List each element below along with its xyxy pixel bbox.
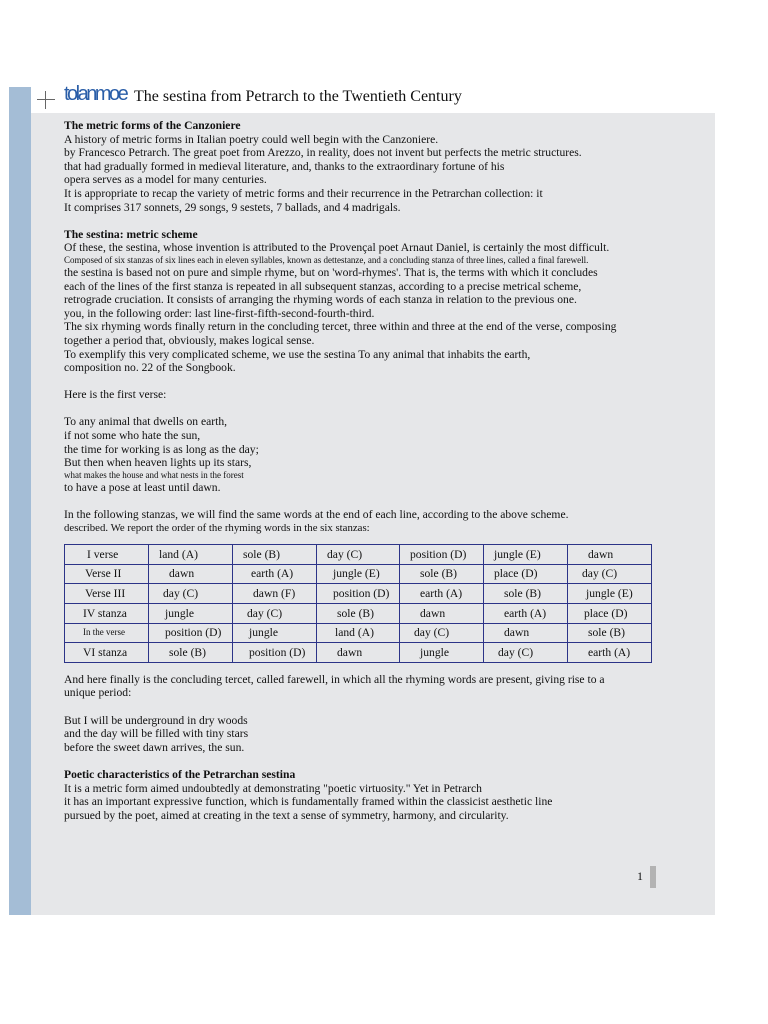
table-cell: position (D) bbox=[149, 623, 233, 643]
table-cell: day (C) bbox=[484, 643, 568, 663]
verse-line: to have a pose at least until dawn. bbox=[64, 480, 221, 494]
paragraph-line: To exemplify this very complicated scheme, we use the sestina To any animal that inhabits the earth, bbox=[64, 347, 531, 361]
table-cell: jungle bbox=[149, 604, 233, 624]
table-cell: I verse bbox=[65, 545, 149, 565]
verse-line: But then when heaven lights up its stars, bbox=[64, 456, 252, 470]
table-row bbox=[65, 623, 652, 643]
table-cell: land (A) bbox=[149, 545, 233, 565]
table-cell: dawn bbox=[400, 604, 484, 624]
section-heading: Poetic characteristics of the Petrarchan sestina bbox=[64, 767, 296, 781]
table-cell: day (C) bbox=[233, 604, 317, 624]
page-title: The sestina from Petrarch to the Twentieth Century bbox=[134, 88, 462, 105]
paragraph-line: pursued by the poet, aimed at creating in the text a sense of symmetry, harmony, and circularity. bbox=[64, 808, 509, 822]
paragraph-line: retrograde cruciation. It consists of arranging the rhyming words of each stanza in relation to the previous one. bbox=[64, 293, 577, 307]
paragraph-line: In the following stanzas, we will find the same words at the end of each line, according to the above scheme. bbox=[64, 508, 569, 522]
table-row bbox=[65, 584, 652, 604]
table-cell: jungle bbox=[400, 643, 484, 663]
paragraph-line: composition no. 22 of the Songbook. bbox=[64, 361, 236, 375]
table-cell: dawn bbox=[317, 643, 400, 663]
paragraph-line: together a period that, obviously, makes logical sense. bbox=[64, 333, 315, 347]
paragraph-line: opera serves as a model for many centuries. bbox=[64, 173, 267, 187]
verse-line: and the day will be filled with tiny stars bbox=[64, 727, 249, 741]
paragraph-line: it has an important expressive function, which is fundamentally framed within the classicist aesthetic line bbox=[64, 795, 553, 809]
paragraph-line: The six rhyming words finally return in the concluding tercet, three within and three at the end of the verse, composing bbox=[64, 320, 617, 334]
verse-line: before the sweet dawn arrives, the sun. bbox=[64, 740, 245, 754]
paragraph-line: that had gradually formed in medieval literature, and, thanks to the extraordinary fortune of his bbox=[64, 159, 505, 173]
table-row bbox=[65, 643, 652, 663]
paragraph-line: It comprises 317 sonnets, 29 songs, 9 sestets, 7 ballads, and 4 madrigals. bbox=[64, 200, 401, 214]
table-cell: earth (A) bbox=[400, 584, 484, 604]
paragraph-line: by Francesco Petrarch. The great poet from Arezzo, in reality, does not invent but perfects the metric structures. bbox=[64, 146, 582, 160]
move-handle-icon[interactable] bbox=[37, 91, 55, 109]
paragraph-line: Here is the first verse: bbox=[64, 388, 167, 402]
paragraph-line: you, in the following order: last line-first-fifth-second-fourth-third. bbox=[64, 306, 375, 320]
table-cell: position (D) bbox=[400, 545, 484, 565]
table-cell: sole (B) bbox=[484, 584, 568, 604]
table-row bbox=[65, 604, 652, 624]
table-cell: sole (B) bbox=[317, 604, 400, 624]
table-cell: day (C) bbox=[149, 584, 233, 604]
table-cell: dawn (F) bbox=[233, 584, 317, 604]
page-number: 1 bbox=[637, 869, 643, 883]
table-cell: place (D) bbox=[484, 564, 568, 584]
table-cell: jungle bbox=[233, 623, 317, 643]
table-cell: IV stanza bbox=[65, 604, 149, 624]
left-margin-bar bbox=[9, 87, 31, 915]
paragraph-line-small: Composed of six stanzas of six lines each in eleven syllables, known as dettestanze, and a concluding stanza of three lines, called a final farewell. bbox=[64, 254, 589, 265]
table-cell: earth (A) bbox=[568, 643, 652, 663]
paragraph-line: And here finally is the concluding tercet, called farewell, in which all the rhyming words are present, giving rise to a bbox=[64, 672, 605, 686]
table-row bbox=[65, 564, 652, 584]
table-cell: dawn bbox=[484, 623, 568, 643]
table-cell: Verse II bbox=[65, 564, 149, 584]
paragraph-line: described. We report the order of the rhyming words in the six stanzas: bbox=[64, 521, 370, 534]
table-cell: land (A) bbox=[317, 623, 400, 643]
verse-line: if not some who hate the sun, bbox=[64, 429, 201, 443]
table-cell: earth (A) bbox=[233, 564, 317, 584]
table-cell: sole (B) bbox=[568, 623, 652, 643]
paragraph-line: the sestina is based not on pure and simple rhyme, but on 'word-rhymes'. That is, the terms with which it concludes bbox=[64, 265, 598, 279]
section-heading: The sestina: metric scheme bbox=[64, 227, 198, 241]
table-cell: In the verse bbox=[65, 623, 149, 643]
paragraph-line: each of the lines of the first stanza is repeated in all subsequent stanzas, according to a precise metrical scheme, bbox=[64, 279, 582, 293]
table-cell: place (D) bbox=[568, 604, 652, 624]
paragraph-line: It is a metric form aimed undoubtedly at demonstrating "poetic virtuosity." Yet in Petrarch bbox=[64, 781, 482, 795]
table-cell: Verse III bbox=[65, 584, 149, 604]
table-cell: earth (A) bbox=[484, 604, 568, 624]
verse-line-small: what makes the house and what nests in the forest bbox=[64, 469, 244, 480]
document-body bbox=[64, 119, 654, 822]
table-cell: day (C) bbox=[400, 623, 484, 643]
table-cell: dawn bbox=[149, 564, 233, 584]
paragraph-line: A history of metric forms in Italian poetry could well begin with the Canzoniere. bbox=[64, 132, 439, 146]
table-cell: position (D) bbox=[233, 643, 317, 663]
page-indicator-bar bbox=[650, 866, 656, 888]
verse-line: To any animal that dwells on earth, bbox=[64, 415, 228, 429]
table-cell: sole (B) bbox=[400, 564, 484, 584]
section-heading: The metric forms of the Canzoniere bbox=[64, 119, 241, 132]
table-cell: dawn bbox=[568, 545, 652, 565]
table-cell: sole (B) bbox=[149, 643, 233, 663]
table-cell: jungle (E) bbox=[568, 584, 652, 604]
rhyme-scheme-table bbox=[64, 544, 652, 663]
verse-line: But I will be underground in dry woods bbox=[64, 713, 248, 727]
table-cell: day (C) bbox=[317, 545, 400, 565]
paragraph-line: It is appropriate to recap the variety of metric forms and their recurrence in the Petrarchan collection: it bbox=[64, 186, 543, 200]
verse-line: the time for working is as long as the day; bbox=[64, 442, 259, 456]
table-row bbox=[65, 545, 652, 565]
table-cell: VI stanza bbox=[65, 643, 149, 663]
paragraph-line: unique period: bbox=[64, 686, 132, 700]
table-cell: day (C) bbox=[568, 564, 652, 584]
table-cell: sole (B) bbox=[233, 545, 317, 565]
logo: tolanmoe bbox=[64, 83, 127, 105]
paragraph-line: Of these, the sestina, whose invention is attributed to the Provençal poet Arnaut Daniel, is certainly the most difficult. bbox=[64, 241, 610, 255]
table-cell: position (D) bbox=[317, 584, 400, 604]
table-cell: jungle (E) bbox=[317, 564, 400, 584]
table-cell: jungle (E) bbox=[484, 545, 568, 565]
